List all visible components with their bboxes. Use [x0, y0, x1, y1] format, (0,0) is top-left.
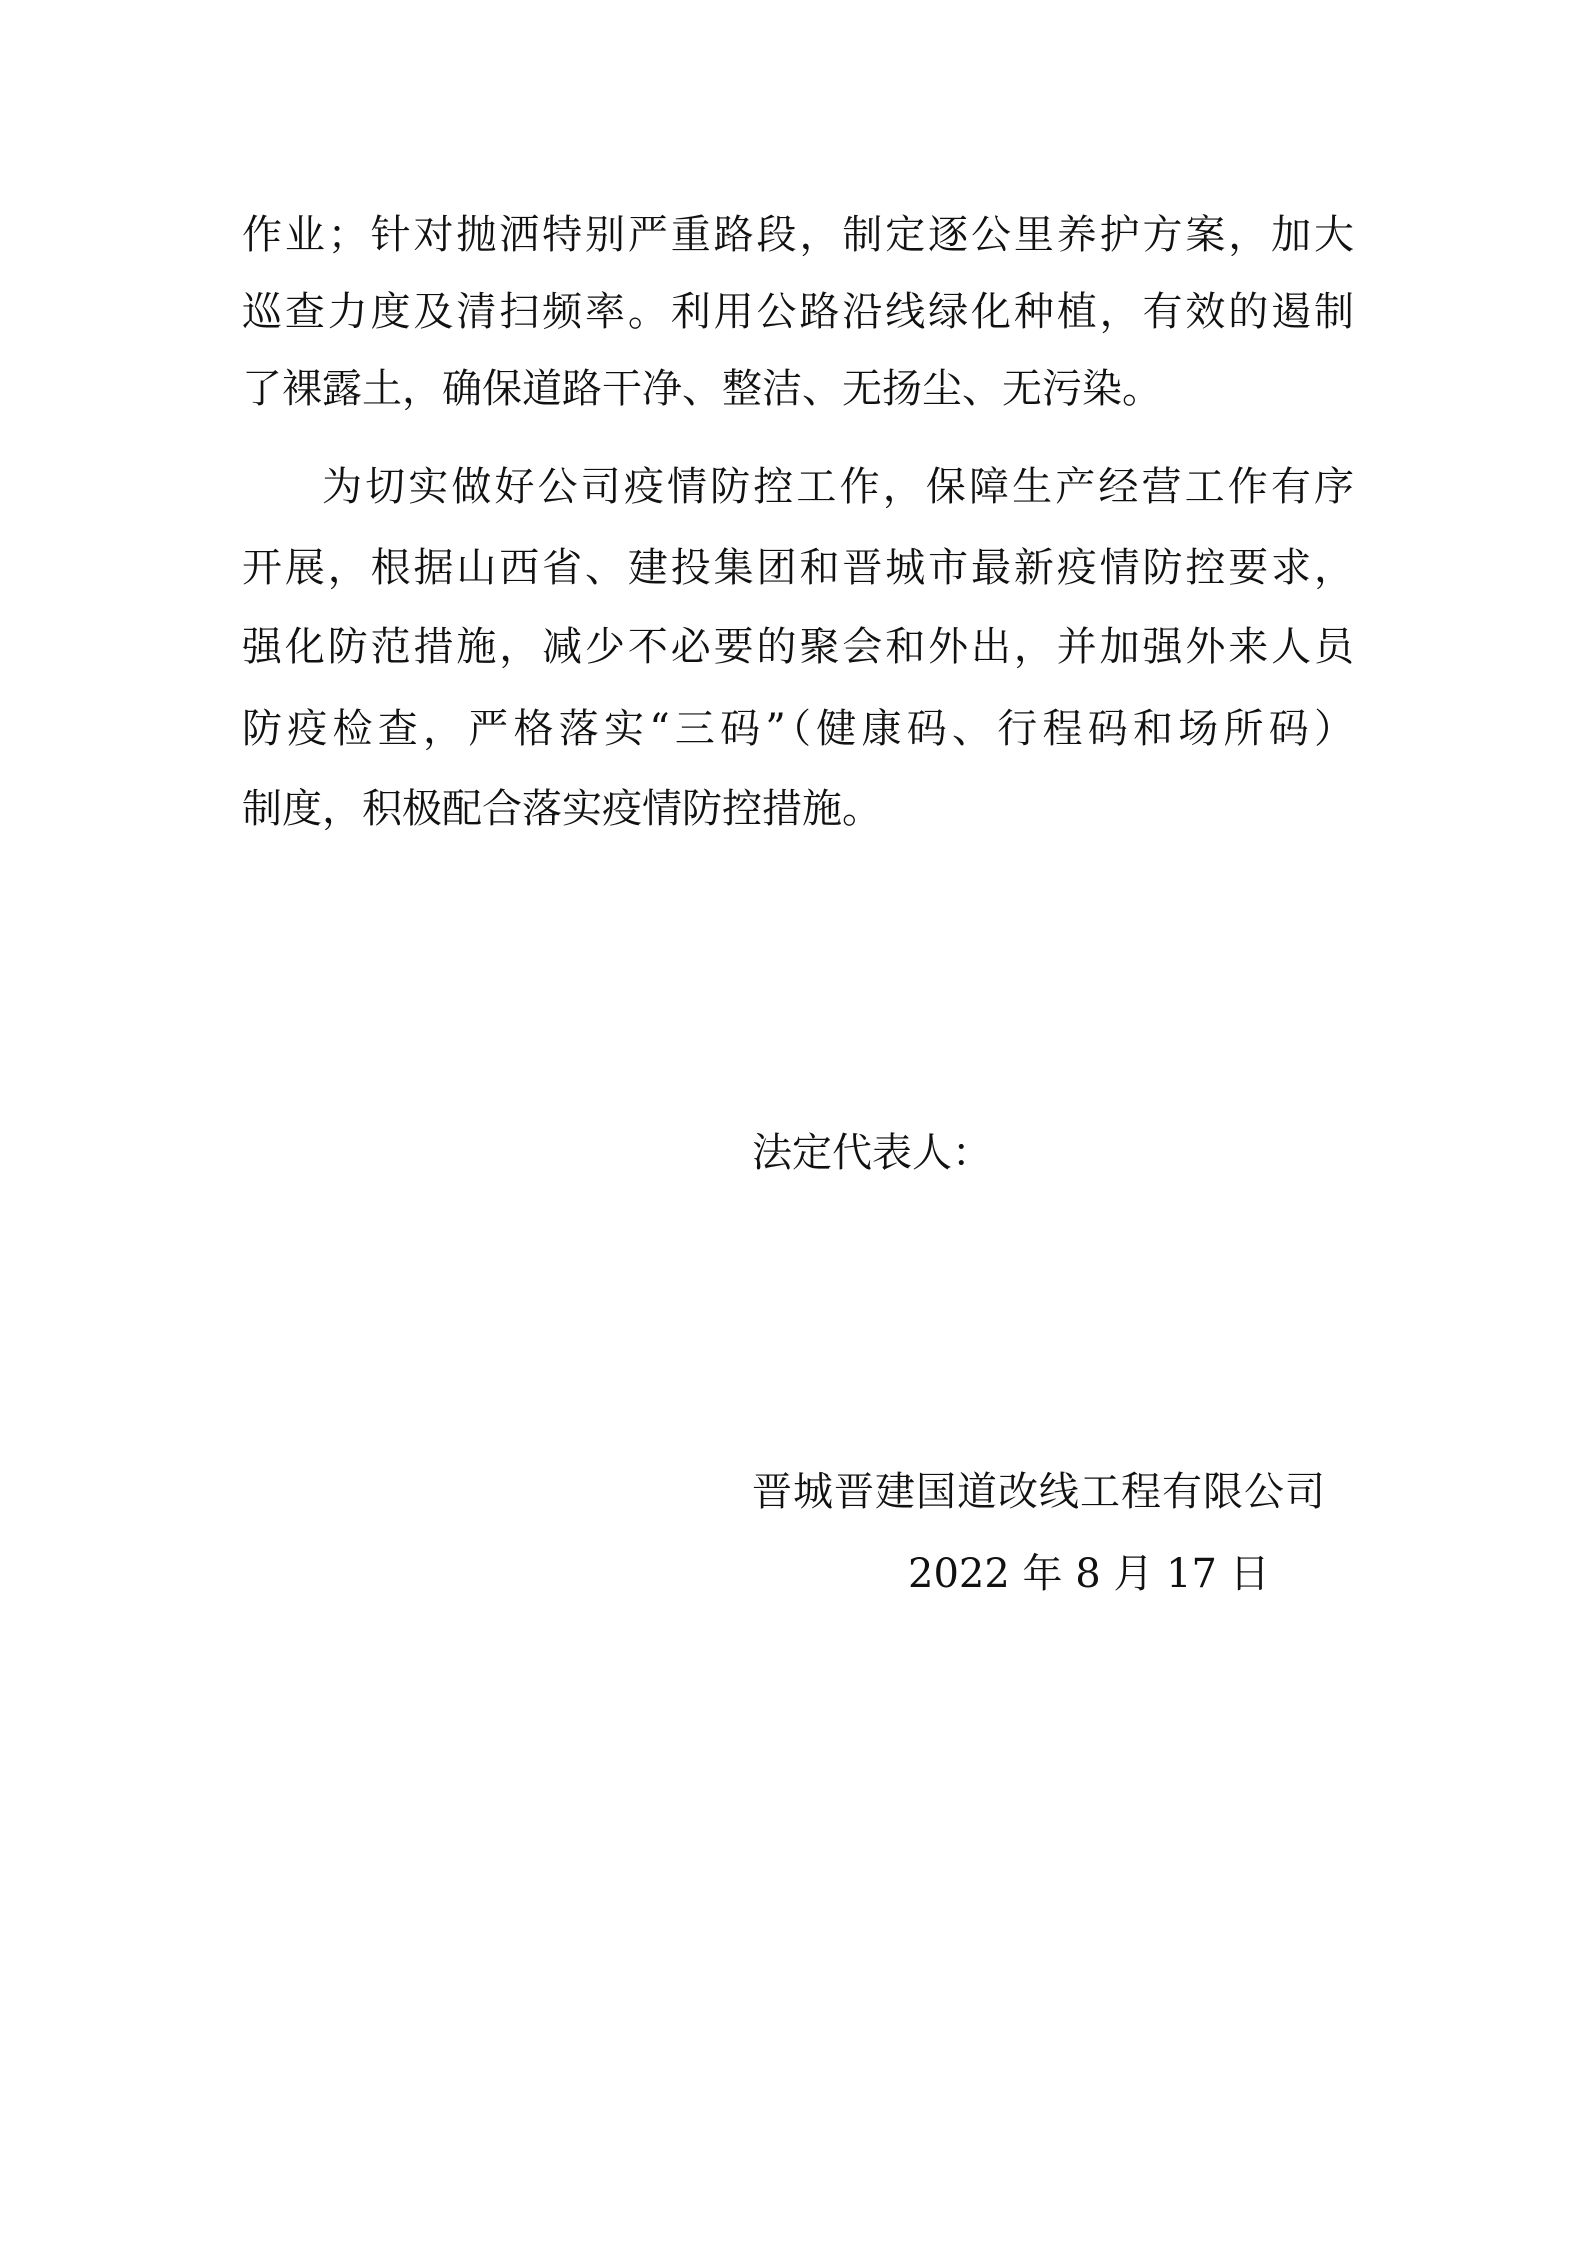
paragraph-1-line-3: 了裸露土，确保道路干净、整洁、无扬尘、无污染。 [242, 366, 1162, 412]
paragraph-2-line-2: 开展，根据山西省、建投集团和晋城市最新疫情防控要求， [242, 545, 1354, 591]
company-name: 晋城晋建国道改线工程有限公司 [752, 1469, 1326, 1515]
paragraph-2-line-3: 强化防范措施，减少不必要的聚会和外出，并加强外来人员 [242, 624, 1354, 670]
paragraph-1-line-2: 巡查力度及清扫频率。利用公路沿线绿化种植，有效的遏制 [242, 289, 1354, 335]
paragraph-2-line-5: 制度，积极配合落实疫情防控措施。 [242, 786, 882, 832]
paragraph-1-line-1: 作业；针对抛洒特别严重路段，制定逐公里养护方案，加大 [242, 212, 1354, 258]
signature-date: 2022 年 8 月 17 日 [908, 1551, 1270, 1597]
legal-representative-label: 法定代表人： [752, 1130, 992, 1176]
paragraph-2-line-1: 为切实做好公司疫情防控工作，保障生产经营工作有序 [322, 464, 1354, 510]
paragraph-2-line-4: 防疫检查，严格落实“三码”（健康码、行程码和场所码） [242, 706, 1354, 752]
